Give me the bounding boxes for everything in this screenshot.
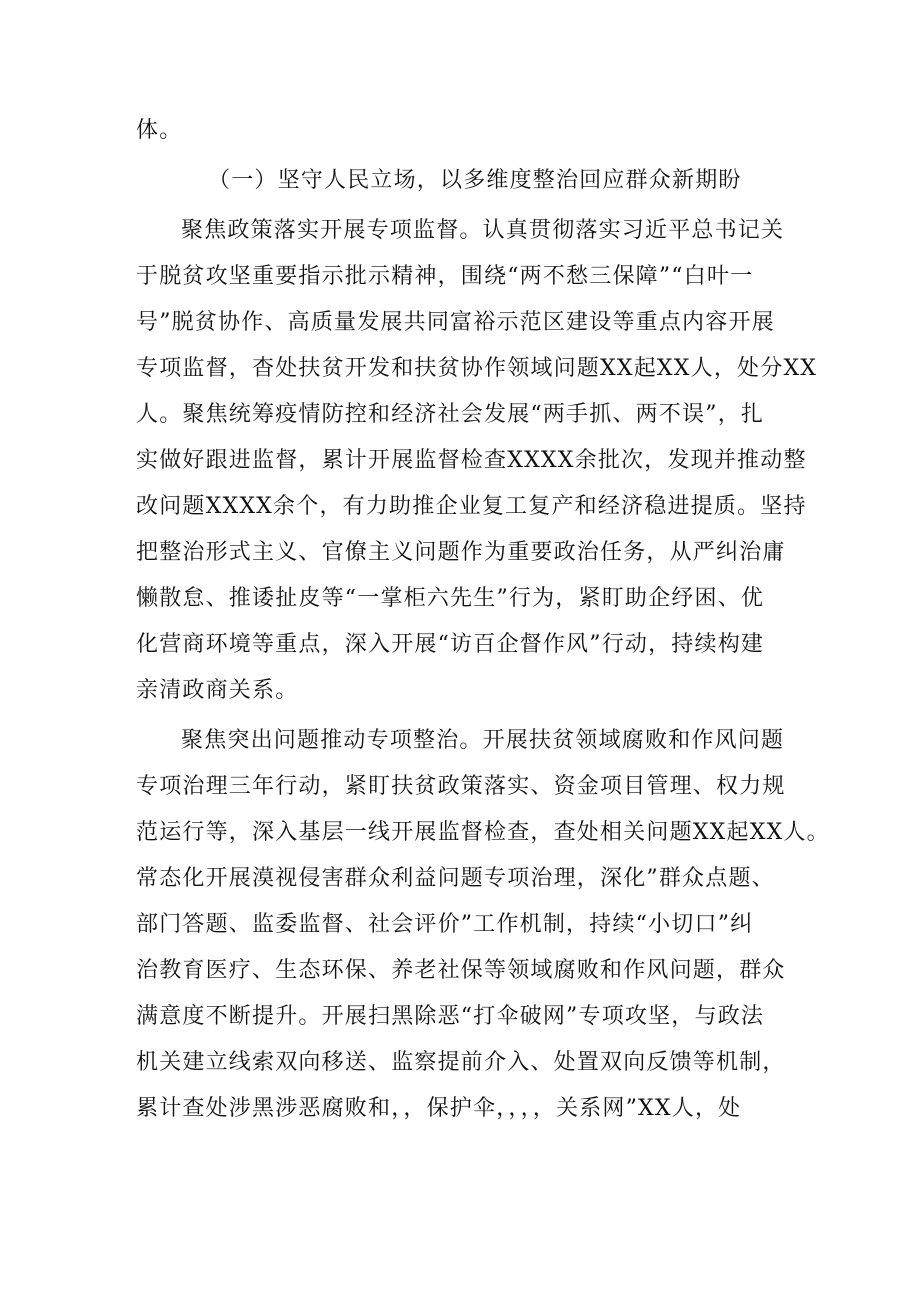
paragraph-line: 体。: [136, 118, 183, 143]
paragraph-line: 于脱贫攻坚重要指示批示精神，围绕“两不愁三保障”“白叶一: [136, 264, 754, 289]
paragraph-line: 部门答题、监委监督、社会评价”工作机制，持续“小切口”纠: [136, 912, 754, 937]
paragraph-line: 范运行等，深入基层一线开展监督检查，查处相关问题XX起XX人。: [136, 820, 830, 845]
paragraph-line: 专项治理三年行动，紧盯扶贫政策落实、资金项目管理、权力规: [136, 774, 786, 799]
paragraph-line: 把整治形式主义、官僚主义问题作为重要政治任务，从严纠治庸: [136, 540, 786, 565]
paragraph-line: 号”脱贫协作、高质量发展共同富裕示范区建设等重点内容开展: [136, 310, 775, 335]
paragraph-line: 聚焦政策落实开展专项监督。认真贯彻落实习近平总书记关: [181, 218, 785, 243]
paragraph-line: 人。聚焦统筹疫情防控和经济社会发展“两手抓、两不误”，扎: [136, 402, 765, 427]
paragraph-line: 满意度不断提升。开展扫黑除恶“打伞破网”专项攻坚，与政法: [136, 1004, 765, 1029]
paragraph-line: 机关建立线索双向移送、监察提前介入、处置双向反馈等机制，: [136, 1050, 786, 1075]
paragraph-line: 亲清政商关系。: [136, 678, 299, 703]
paragraph-line: 治教育医疗、生态环保、养老社保等领域腐败和作风问题，群众: [136, 958, 786, 983]
paragraph-line: 累计查处涉黑涉恶腐败和，，保护伞，，，，关系网”XX人，处: [136, 1096, 742, 1121]
paragraph-line: 懒散怠、推诿扯皮等“一掌柜六先生”行为，紧盯助企纾困、优: [136, 586, 765, 611]
paragraph-line: 化营商环境等重点，深入开展“访百企督作风”行动，持续构建: [136, 632, 765, 657]
paragraph-line: 专项监督，杳处扶贫开发和扶贫协作领域问题XX起XX人，处分XX: [136, 356, 818, 381]
paragraph-line: 改问题XXXX余个，有力助推企业复工复产和经济稳进提质。坚持: [136, 494, 807, 519]
section-heading: （一）坚守人民立场，以多维度整治回应群众新期盼: [208, 168, 742, 193]
paragraph-line: 常态化开展漠视侵害群众利益问题专项治理，深化”群众点题、: [136, 866, 775, 891]
paragraph-line: 实做好跟进监督，累计开展监督检查XXXX余批次，发现并推动整: [136, 448, 807, 473]
paragraph-line: 聚焦突出问题推动专项整治。开展扶贫领域腐败和作风问题: [181, 728, 785, 753]
